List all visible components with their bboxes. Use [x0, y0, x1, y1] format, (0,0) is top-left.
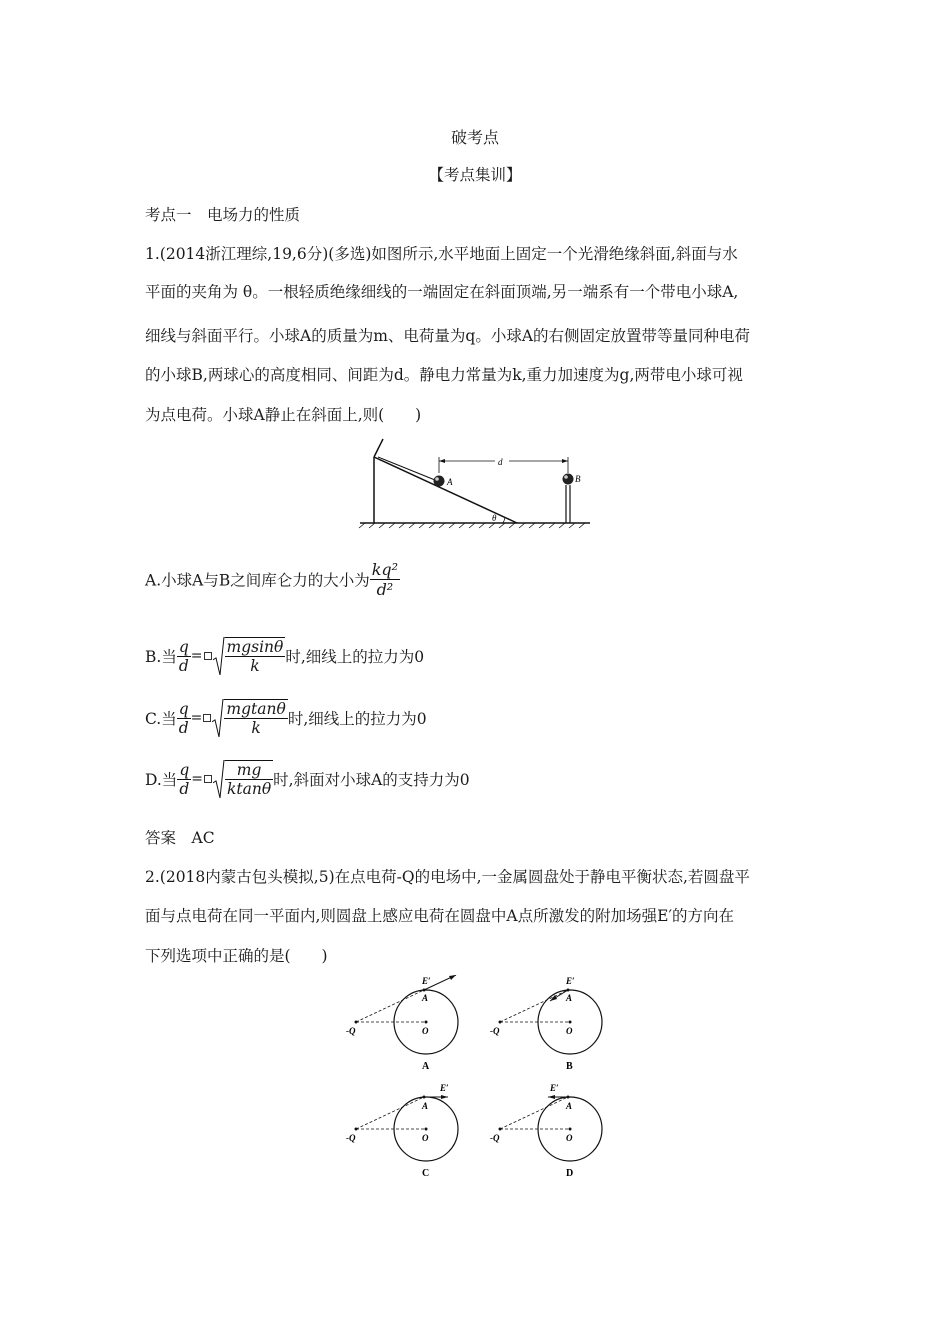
radical-sign-icon	[213, 760, 225, 798]
option-b	[145, 637, 424, 675]
q1-line-2: 平面的夹角为 θ。一根轻质绝缘细线的一端固定在斜面顶端,另一端系有一个带电小球A,	[145, 283, 739, 301]
label-theta: θ	[492, 513, 497, 523]
placeholder-box	[204, 652, 212, 660]
option-d-radical	[213, 760, 273, 798]
center-label: O	[566, 1133, 573, 1143]
topic-heading: 考点一 电场力的性质	[145, 206, 301, 224]
option-c-den: k	[251, 719, 261, 737]
center-label: O	[422, 1026, 429, 1036]
page-title: 破考点	[450, 128, 499, 147]
q2-figure-c	[344, 1082, 464, 1182]
incline-figure	[355, 437, 595, 529]
option-a-numerator: kq²	[371, 560, 399, 579]
center-label: O	[422, 1133, 429, 1143]
option-b-lhs-den: d	[178, 656, 189, 675]
charge-label: -Q	[346, 1133, 356, 1143]
placeholder-box	[204, 775, 212, 783]
option-d-lhs-den: d	[179, 779, 190, 798]
option-d-lhs	[177, 761, 191, 798]
q2-figure-b	[488, 975, 608, 1075]
option-c	[145, 699, 427, 737]
option-a-text: A.小球A与B之间库仑力的大小为	[145, 571, 370, 590]
q1-line-3: 细线与斜面平行。小球A的质量为m、电荷量为q。小球A的右侧固定放置带等量同种电荷	[145, 327, 751, 345]
option-b-lhs	[177, 638, 191, 675]
option-d-prefix: D.当	[145, 771, 178, 789]
figure-caption: D	[566, 1168, 574, 1179]
q1-line-4: 的小球B,两球心的高度相同、间距为d。静电力常量为k,重力加速度为g,两带电小球可视	[145, 366, 743, 384]
q2-line-3: 下列选项中正确的是( )	[145, 947, 328, 965]
charge-label: -Q	[346, 1026, 356, 1036]
option-c-lhs-num: q	[178, 699, 189, 718]
q1-line-5: 为点电荷。小球A静止在斜面上,则( )	[145, 406, 422, 424]
option-c-lhs-den: d	[178, 718, 189, 737]
option-b-prefix: B.当	[145, 648, 177, 666]
option-c-suffix: 时,细线上的拉力为0	[287, 710, 427, 728]
point-label: A	[422, 1101, 429, 1111]
option-d-lhs-num: q	[179, 760, 190, 779]
option-a-denominator: d²	[376, 580, 394, 599]
option-b-lhs-num: q	[178, 637, 189, 656]
q2-figure-d	[488, 1082, 608, 1182]
q2-figure-a	[344, 975, 464, 1075]
field-label: E′	[550, 1083, 559, 1093]
label-b: B	[575, 474, 581, 484]
option-b-suffix: 时,细线上的拉力为0	[285, 648, 425, 666]
charge-label: -Q	[490, 1133, 500, 1143]
q1-answer: 答案 AC	[145, 829, 215, 847]
field-label: E′	[566, 976, 575, 986]
point-label: A	[566, 1101, 573, 1111]
option-b-radical	[213, 637, 286, 675]
point-label: A	[422, 993, 429, 1003]
option-c-num: mgtanθ	[226, 700, 286, 718]
field-label: E′	[422, 976, 431, 986]
q1-line-1: 1.(2014浙江理综,19,6分)(多选)如图所示,水平地面上固定一个光滑绝缘斜面,斜面与水	[145, 245, 738, 263]
figure-caption: B	[566, 1061, 573, 1072]
option-d-equals: =	[191, 771, 203, 787]
option-c-radical	[212, 699, 287, 737]
figure-caption: C	[422, 1168, 430, 1179]
option-d-den: ktanθ	[226, 780, 272, 798]
label-a: A	[447, 477, 453, 487]
radical-sign-icon	[213, 637, 225, 675]
option-d-suffix: 时,斜面对小球A的支持力为0	[273, 771, 470, 789]
section-heading: 【考点集训】	[428, 166, 522, 184]
field-label: E′	[440, 1083, 449, 1093]
option-a-fraction	[370, 560, 400, 599]
point-label: A	[566, 993, 573, 1003]
option-c-lhs	[177, 700, 191, 737]
radical-sign-icon	[212, 699, 224, 737]
label-d: d	[498, 457, 503, 467]
charge-label: -Q	[490, 1026, 500, 1036]
figure-caption: A	[422, 1061, 430, 1072]
option-a	[145, 560, 400, 599]
option-d	[145, 760, 470, 798]
option-b-equals: =	[190, 648, 203, 664]
option-b-den: k	[250, 657, 260, 675]
center-label: O	[566, 1026, 573, 1036]
placeholder-box	[203, 714, 211, 722]
option-d-num: mg	[225, 761, 273, 780]
option-b-num: mgsinθ	[226, 638, 284, 656]
q2-line-2: 面与点电荷在同一平面内,则圆盘上感应电荷在圆盘中A点所激发的附加场强E′的方向在	[145, 907, 734, 925]
option-c-equals: =	[190, 710, 203, 726]
option-c-prefix: C.当	[145, 710, 177, 728]
q2-line-1: 2.(2018内蒙古包头模拟,5)在点电荷-Q的电场中,一金属圆盘处于静电平衡状态,若圆盘平	[145, 868, 750, 886]
